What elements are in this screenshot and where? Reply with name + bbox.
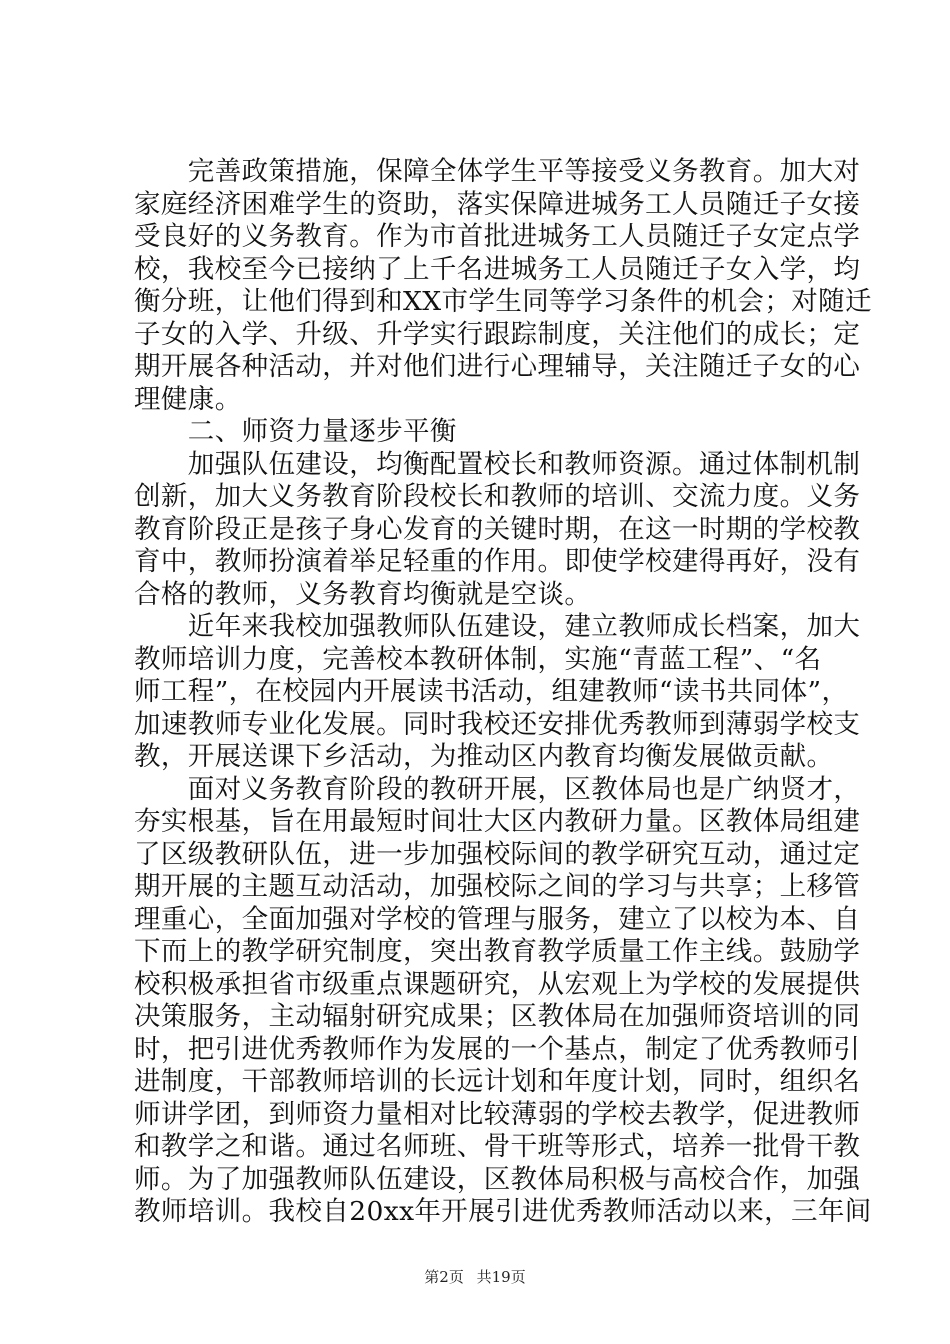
text-line: 教育阶段正是孩子身心发育的关键时期，在这一时期的学校教	[134, 513, 861, 545]
text-line: 衡分班，让他们得到和XX市学生同等学习条件的机会；对随迁	[134, 286, 872, 317]
text-line: 加强队伍建设，均衡配置校长和教师资源。通过体制机制	[134, 448, 861, 480]
text-line: 子女的入学、升级、升学实行跟踪制度，关注他们的成长；定	[134, 318, 861, 350]
text-line: 师。为了加强教师队伍建设，区教体局积极与高校合作，加强	[134, 1163, 861, 1195]
text-line: 加速教师专业化发展。同时我校还安排优秀教师到薄弱学校支	[134, 708, 861, 740]
text-line: 师讲学团，到师资力量相对比较薄弱的学校去教学，促进教师	[134, 1098, 861, 1130]
page-total: 共19页	[476, 1268, 526, 1286]
text-line: 教师培训。我校自20xx年开展引进优秀教师活动以来，三年间	[134, 1196, 872, 1227]
text-line: 决策服务，主动辐射研究成果；区教体局在加强师资培训的同	[134, 1001, 861, 1032]
text-line: 了区级教研队伍，进一步加强校际间的教学研究互动，通过定	[134, 838, 861, 870]
text-line: 近年来我校加强教师队伍建设，建立教师成长档案，加大	[134, 611, 861, 642]
text-line: 时，把引进优秀教师作为发展的一个基点，制定了优秀教师引	[134, 1033, 861, 1065]
text-line: 受良好的义务教育。作为市首批进城务工人员随迁子女定点学	[134, 221, 861, 252]
text-line: 师工程”，在校园内开展读书活动，组建教师“读书共同体”，	[134, 676, 849, 707]
text-line: 合格的教师，义务教育均衡就是空谈。	[134, 578, 592, 610]
text-line: 夯实根基，旨在用最短时间壮大区内教研力量。区教体局组建	[134, 806, 861, 837]
text-line: 理重心，全面加强对学校的管理与服务，建立了以校为本、自	[134, 903, 861, 935]
text-line: 进制度，干部教师培训的长远计划和年度计划，同时，组织名	[134, 1066, 861, 1097]
text-line: 面对义务教育阶段的教研开展，区教体局也是广纳贤才，	[134, 773, 861, 805]
text-line: 下而上的教学研究制度，突出教育教学质量工作主线。鼓励学	[134, 936, 861, 967]
text-line: 创新，加大义务教育阶段校长和教师的培训、交流力度。义务	[134, 481, 861, 512]
page-number: 第2页	[424, 1268, 464, 1286]
text-line: 理健康。	[134, 383, 242, 415]
page-footer	[0, 1267, 950, 1287]
text-line: 教，开展送课下乡活动，为推动区内教育均衡发展做贡献。	[134, 741, 834, 772]
text-line: 家庭经济困难学生的资助，落实保障进城务工人员随迁子女接	[134, 188, 861, 220]
section-heading: 二、师资力量逐步平衡	[134, 416, 457, 447]
text-line: 校，我校至今已接纳了上千名进城务工人员随迁子女入学，均	[134, 253, 861, 285]
text-line: 期开展的主题互动活动，加强校际之间的学习与共享；上移管	[134, 871, 861, 902]
text-line: 校积极承担省市级重点课题研究，从宏观上为学校的发展提供	[134, 968, 861, 1000]
text-line: 期开展各种活动，并对他们进行心理辅导，关注随迁子女的心	[134, 351, 861, 382]
text-line: 育中，教师扮演着举足轻重的作用。即使学校建得再好，没有	[134, 546, 861, 577]
text-line: 完善政策措施，保障全体学生平等接受义务教育。加大对	[134, 156, 861, 187]
text-line: 和教学之和谐。通过名师班、骨干班等形式，培养一批骨干教	[134, 1131, 861, 1162]
text-line: 教师培训力度，完善校本教研体制，实施“青蓝工程”、“名	[134, 643, 822, 675]
